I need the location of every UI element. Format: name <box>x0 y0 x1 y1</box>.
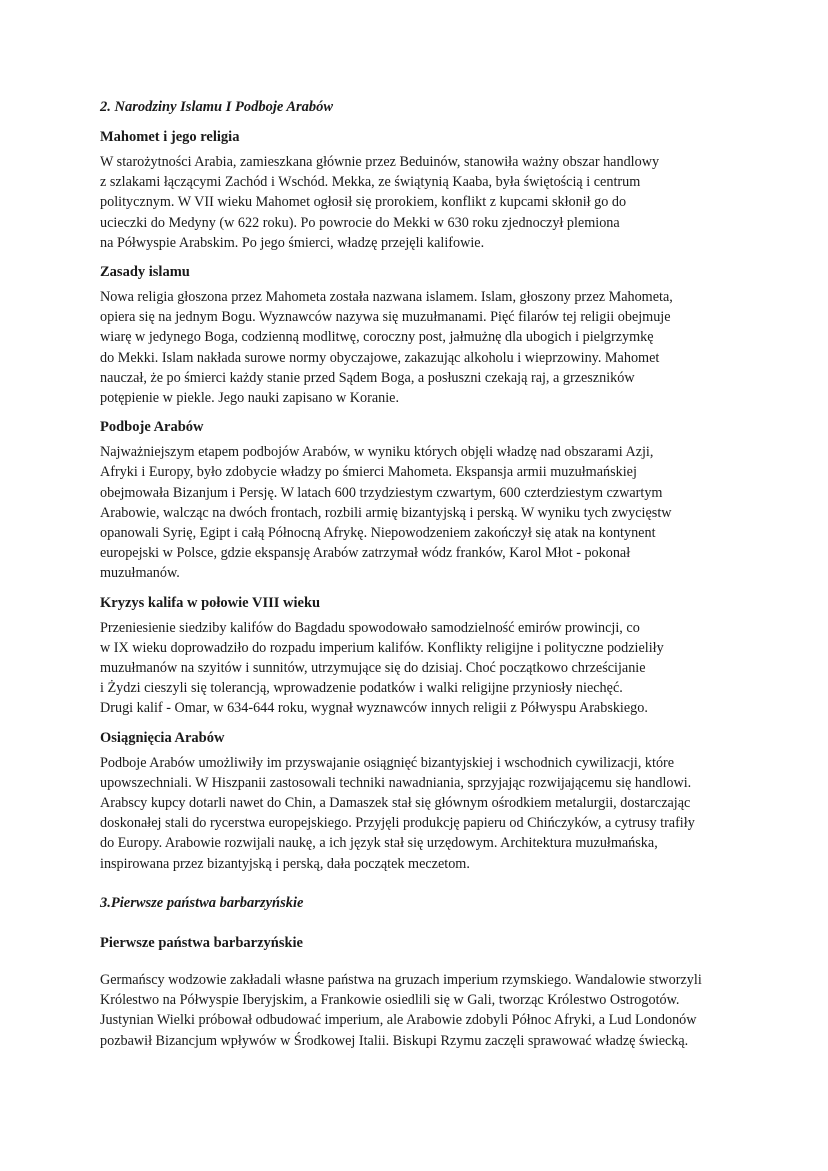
text-line: Afryki i Europy, było zdobycie władzy po śmierci Mahometa. Ekspansja armii muzułmańskiej <box>100 464 637 481</box>
text-line: Najważniejszym etapem podbojów Arabów, w wyniku których objęli władzę nad obszarami Azji, <box>100 444 654 461</box>
text-line: Podboje Arabów umożliwiły im przyswajanie osiągnięć bizantyjskiej i wschodnich cywilizacji, które <box>100 754 675 771</box>
text-line: potępienie w piekle. Jego nauki zapisano w Koranie. <box>100 390 400 407</box>
text-line: opiera się na jednym Bogu. Wyznawców nazywa się muzułmanami. Pięć filarów tej religii obejmuje <box>100 309 671 326</box>
text-line: Germańscy wodzowie zakładali własne państwa na gruzach imperium rzymskiego. Wandalowie stworzyli <box>100 971 702 988</box>
text-line: doskonałej stali do rycerstwa europejskiego. Przyjęli produkcję papieru od Chińczyków, a cytrusy trafiły <box>100 815 695 832</box>
section-title-barbarzynskie: 3.Pierwsze państwa barbarzyńskie <box>100 894 304 911</box>
paragraph-zasady-islamu <box>100 287 740 408</box>
text-line: do Europy. Arabowie rozwijali naukę, a ich język stał się urzędowym. Architektura muzułmańska, <box>100 835 658 852</box>
text-line: wiarę w jedynego Boga, codzienną modlitwę, coroczny post, jałmużnę dla ubogich i pielgrzymkę <box>100 329 654 346</box>
text-line: na Półwyspie Arabskim. Po jego śmierci, władzę przejęli kalifowie. <box>100 234 485 251</box>
text-line: nauczał, że po śmierci każdy stanie przed Sądem Boga, a posłuszni czekają raj, a grzeszników <box>100 369 635 386</box>
text-line: muzułmanów. <box>100 565 180 582</box>
paragraph-osiagniecia-arabow <box>100 753 740 874</box>
text-line: i Żydzi cieszyli się tolerancją, wprowadzenie podatków i walki religijne przyniosły niechęć. <box>100 680 623 697</box>
subheading-podboje-arabow: Podboje Arabów <box>100 419 204 436</box>
text-line: obejmowała Bizanjum i Persję. W latach 600 trzydziestym czwartym, 600 czterdziestym czwartym <box>100 484 663 501</box>
text-line: W starożytności Arabia, zamieszkana głównie przez Beduinów, stanowiła ważny obszar handlowy <box>100 154 660 170</box>
text-line: Nowa religia głoszona przez Mahometa została nazwana islamem. Islam, głoszony przez Mahometa, <box>100 289 673 306</box>
paragraph-podboje-arabow <box>100 442 740 583</box>
text-line: opanowali Syrię, Egipt i całą Północną Afrykę. Niepowodzeniem zakończył się atak na kontynent <box>100 525 656 542</box>
text-line: Przeniesienie siedziby kalifów do Bagdadu spowodowało samodzielność emirów prowincji, co <box>100 619 640 636</box>
text-line: ucieczki do Medyny (w 622 roku). Po powrocie do Mekki w 630 roku zjednoczył plemiona <box>100 214 620 231</box>
paragraph-mahomet <box>100 152 740 253</box>
text-line: pozbawił Bizancjum wpływów w Środkowej Italii. Biskupi Rzymu zaczęli sprawować władzę świecką. <box>100 1032 689 1049</box>
text-line: politycznym. W VII wieku Mahomet ogłosił się prorokiem, konflikt z kupcami skłonił go do <box>100 194 627 211</box>
document-content <box>100 98 740 1061</box>
subheading-pierwsze-panstwa: Pierwsze państwa barbarzyńskie <box>100 934 303 951</box>
text-line: upowszechniali. W Hiszpanii zastosowali techniki nawadniania, sprzyjając rozwijającemu się handlowi. <box>100 774 692 791</box>
subheading-osiagniecia-arabow: Osiągnięcia Arabów <box>100 729 225 746</box>
subheading-mahomet: Mahomet i jego religia <box>100 129 240 145</box>
text-line: europejski w Polsce, gdzie ekspansję Arabów zatrzymał wódz franków, Karol Młot - pokonał <box>100 545 631 562</box>
section-title-islam: 2. Narodziny Islamu I Podboje Arabów <box>100 99 334 115</box>
text-line: muzułmanów na szyitów i sunnitów, utrzymujące się do dzisiaj. Choć początkowo chrześcijanie <box>100 660 646 677</box>
text-line: z szlakami łączącymi Zachód i Wschód. Mekka, ze świątynią Kaaba, była świętością i centrum <box>100 174 641 191</box>
text-line: Królestwo na Półwyspie Iberyjskim, a Frankowie osiedlili się w Gali, tworząc Królestwo Ostrogotów. <box>100 992 680 1009</box>
text-line: do Mekki. Islam nakłada surowe normy obyczajowe, zakazując alkoholu i wieprzowiny. Mahomet <box>100 349 660 366</box>
subheading-zasady-islamu: Zasady islamu <box>100 264 190 281</box>
paragraph-pierwsze-panstwa <box>100 970 740 1051</box>
subheading-kryzys-kalifa: Kryzys kalifa w połowie VIII wieku <box>100 594 321 611</box>
text-line: w IX wieku doprowadziło do rozpadu imperium kalifów. Konflikty religijne i polityczne podzieliły <box>100 639 664 656</box>
text-line: Arabscy kupcy dotarli nawet do Chin, a Damaszek stał się głównym ośrodkiem metalurgii, dostarczając <box>100 795 691 812</box>
paragraph-kryzys-kalifa <box>100 618 740 719</box>
text-line: Drugi kalif - Omar, w 634-644 roku, wygnał wyznawców innych religii z Półwyspu Arabskiego. <box>100 700 648 717</box>
text-line: Justynian Wielki próbował odbudować imperium, ale Arabowie zdobyli Północ Afryki, a Lud Londonów <box>100 1012 697 1029</box>
text-line: Arabowie, walcząc na dwóch frontach, rozbili armię bizantyjską i perską. W wyniku tych zwycięstw <box>100 504 672 521</box>
text-line: inspirowana przez bizantyjską i perską, dała początek meczetom. <box>100 855 470 872</box>
